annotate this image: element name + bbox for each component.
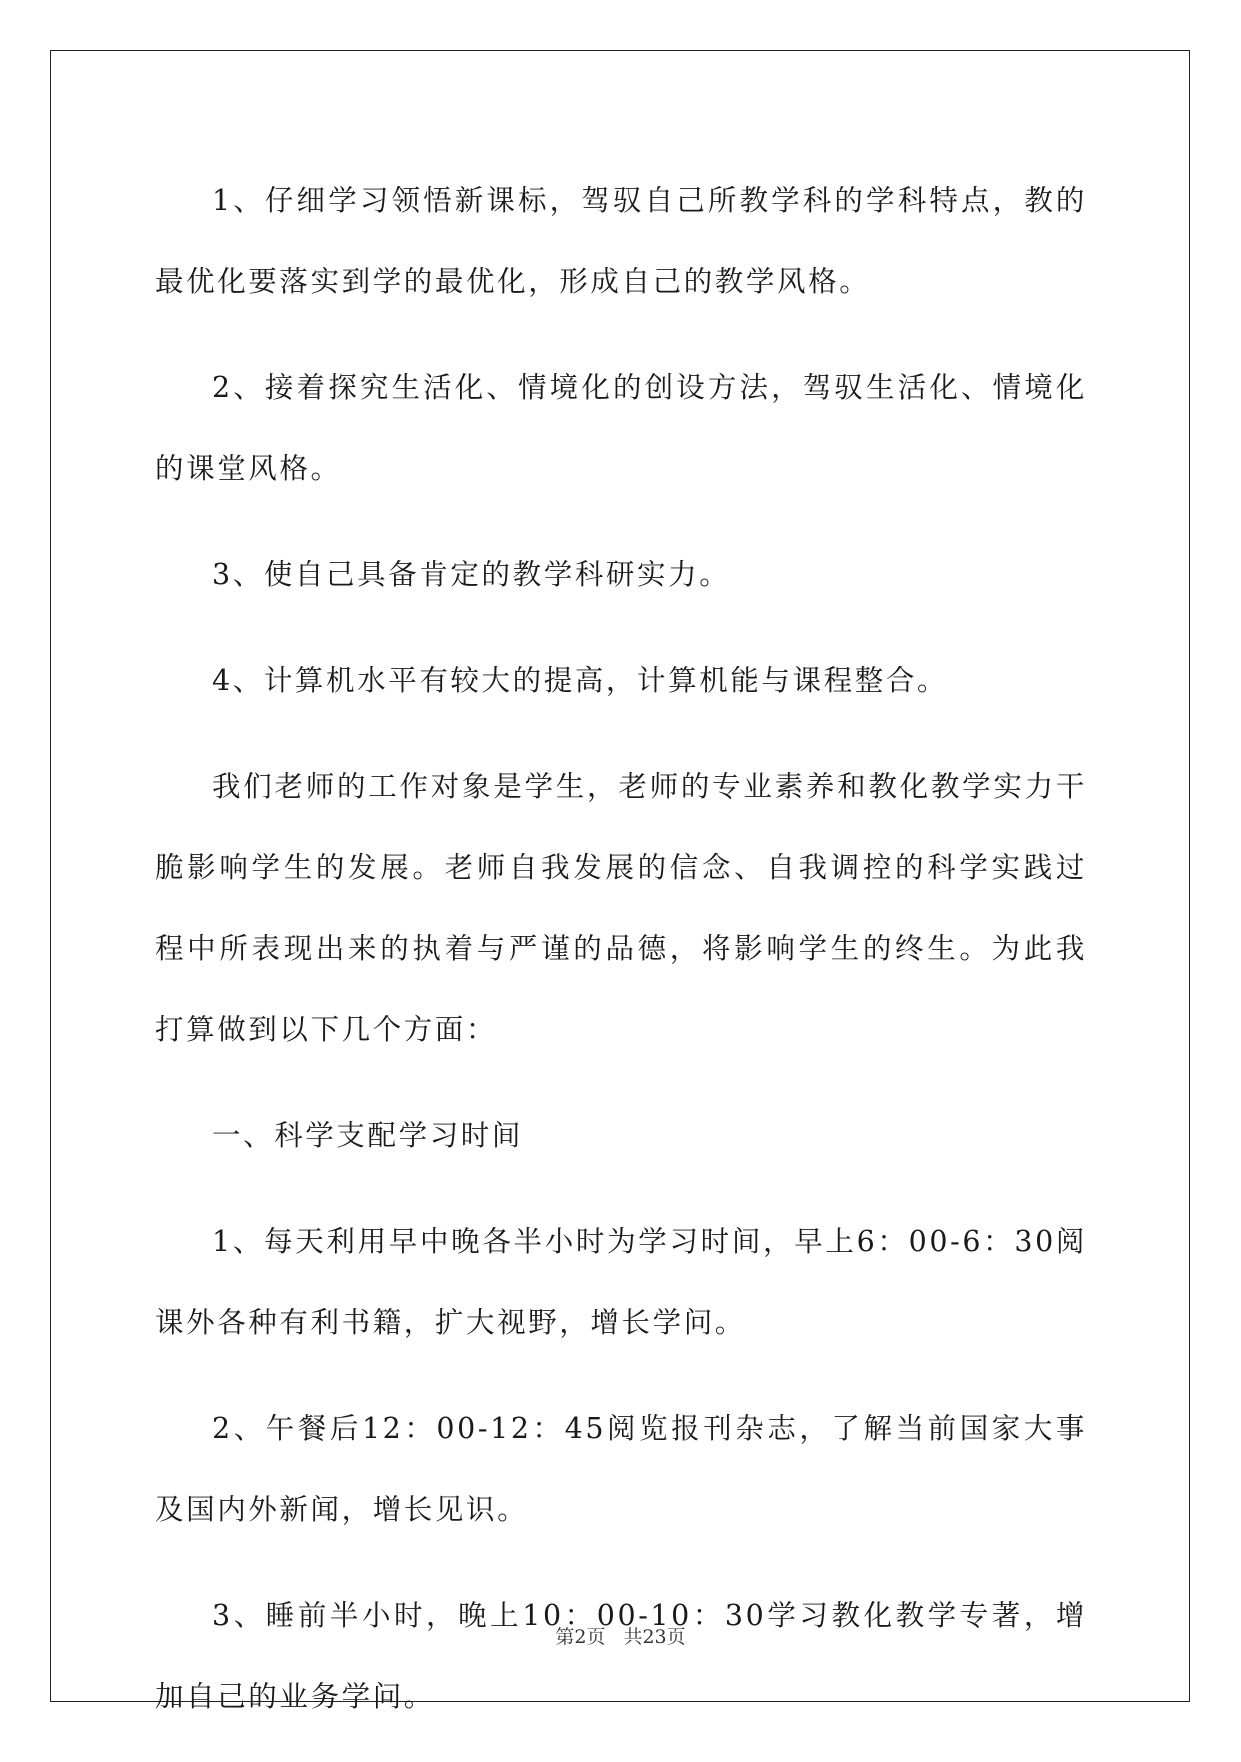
paragraph-5: 我们老师的工作对象是学生，老师的专业素养和教化教学实力干脆影响学生的发展。老师自我发展的信念、自我调控的科学实践过程中所表现出来的执着与严谨的品德，将影响学生的终生。为此我打算做到以下几个方面： xyxy=(155,770,1087,1046)
paragraph-9: 3、睡前半小时，晚上10：00-10：30学习教化教学专著，增加自己的业务学问。 xyxy=(155,1599,1087,1713)
paragraph-2: 2、接着探究生活化、情境化的创设方法，驾驭生活化、情境化的课堂风格。 xyxy=(155,371,1087,485)
paragraph-3: 3、使自己具备肯定的教学科研实力。 xyxy=(212,558,731,591)
page-footer xyxy=(0,1622,1241,1649)
section-heading: 一、科学支配学习时间 xyxy=(212,1119,524,1152)
page-number: 第2页 xyxy=(555,1626,606,1648)
paragraph-7: 1、每天利用早中晚各半小时为学习时间，早上6：00-6：30阅课外各种有利书籍，扩大视野，增长学问。 xyxy=(155,1225,1087,1339)
paragraph-1: 1、仔细学习领悟新课标，驾驭自己所教学科的学科特点，教的最优化要落实到学的最优化，形成自己的教学风格。 xyxy=(155,184,1087,298)
paragraph-8: 2、午餐后12：00-12：45阅览报刊杂志，了解当前国家大事及国内外新闻，增长见识。 xyxy=(155,1412,1087,1526)
document-body xyxy=(155,160,1087,1762)
paragraph-4: 4、计算机水平有较大的提高，计算机能与课程整合。 xyxy=(212,664,949,697)
total-pages: 共23页 xyxy=(623,1626,686,1648)
